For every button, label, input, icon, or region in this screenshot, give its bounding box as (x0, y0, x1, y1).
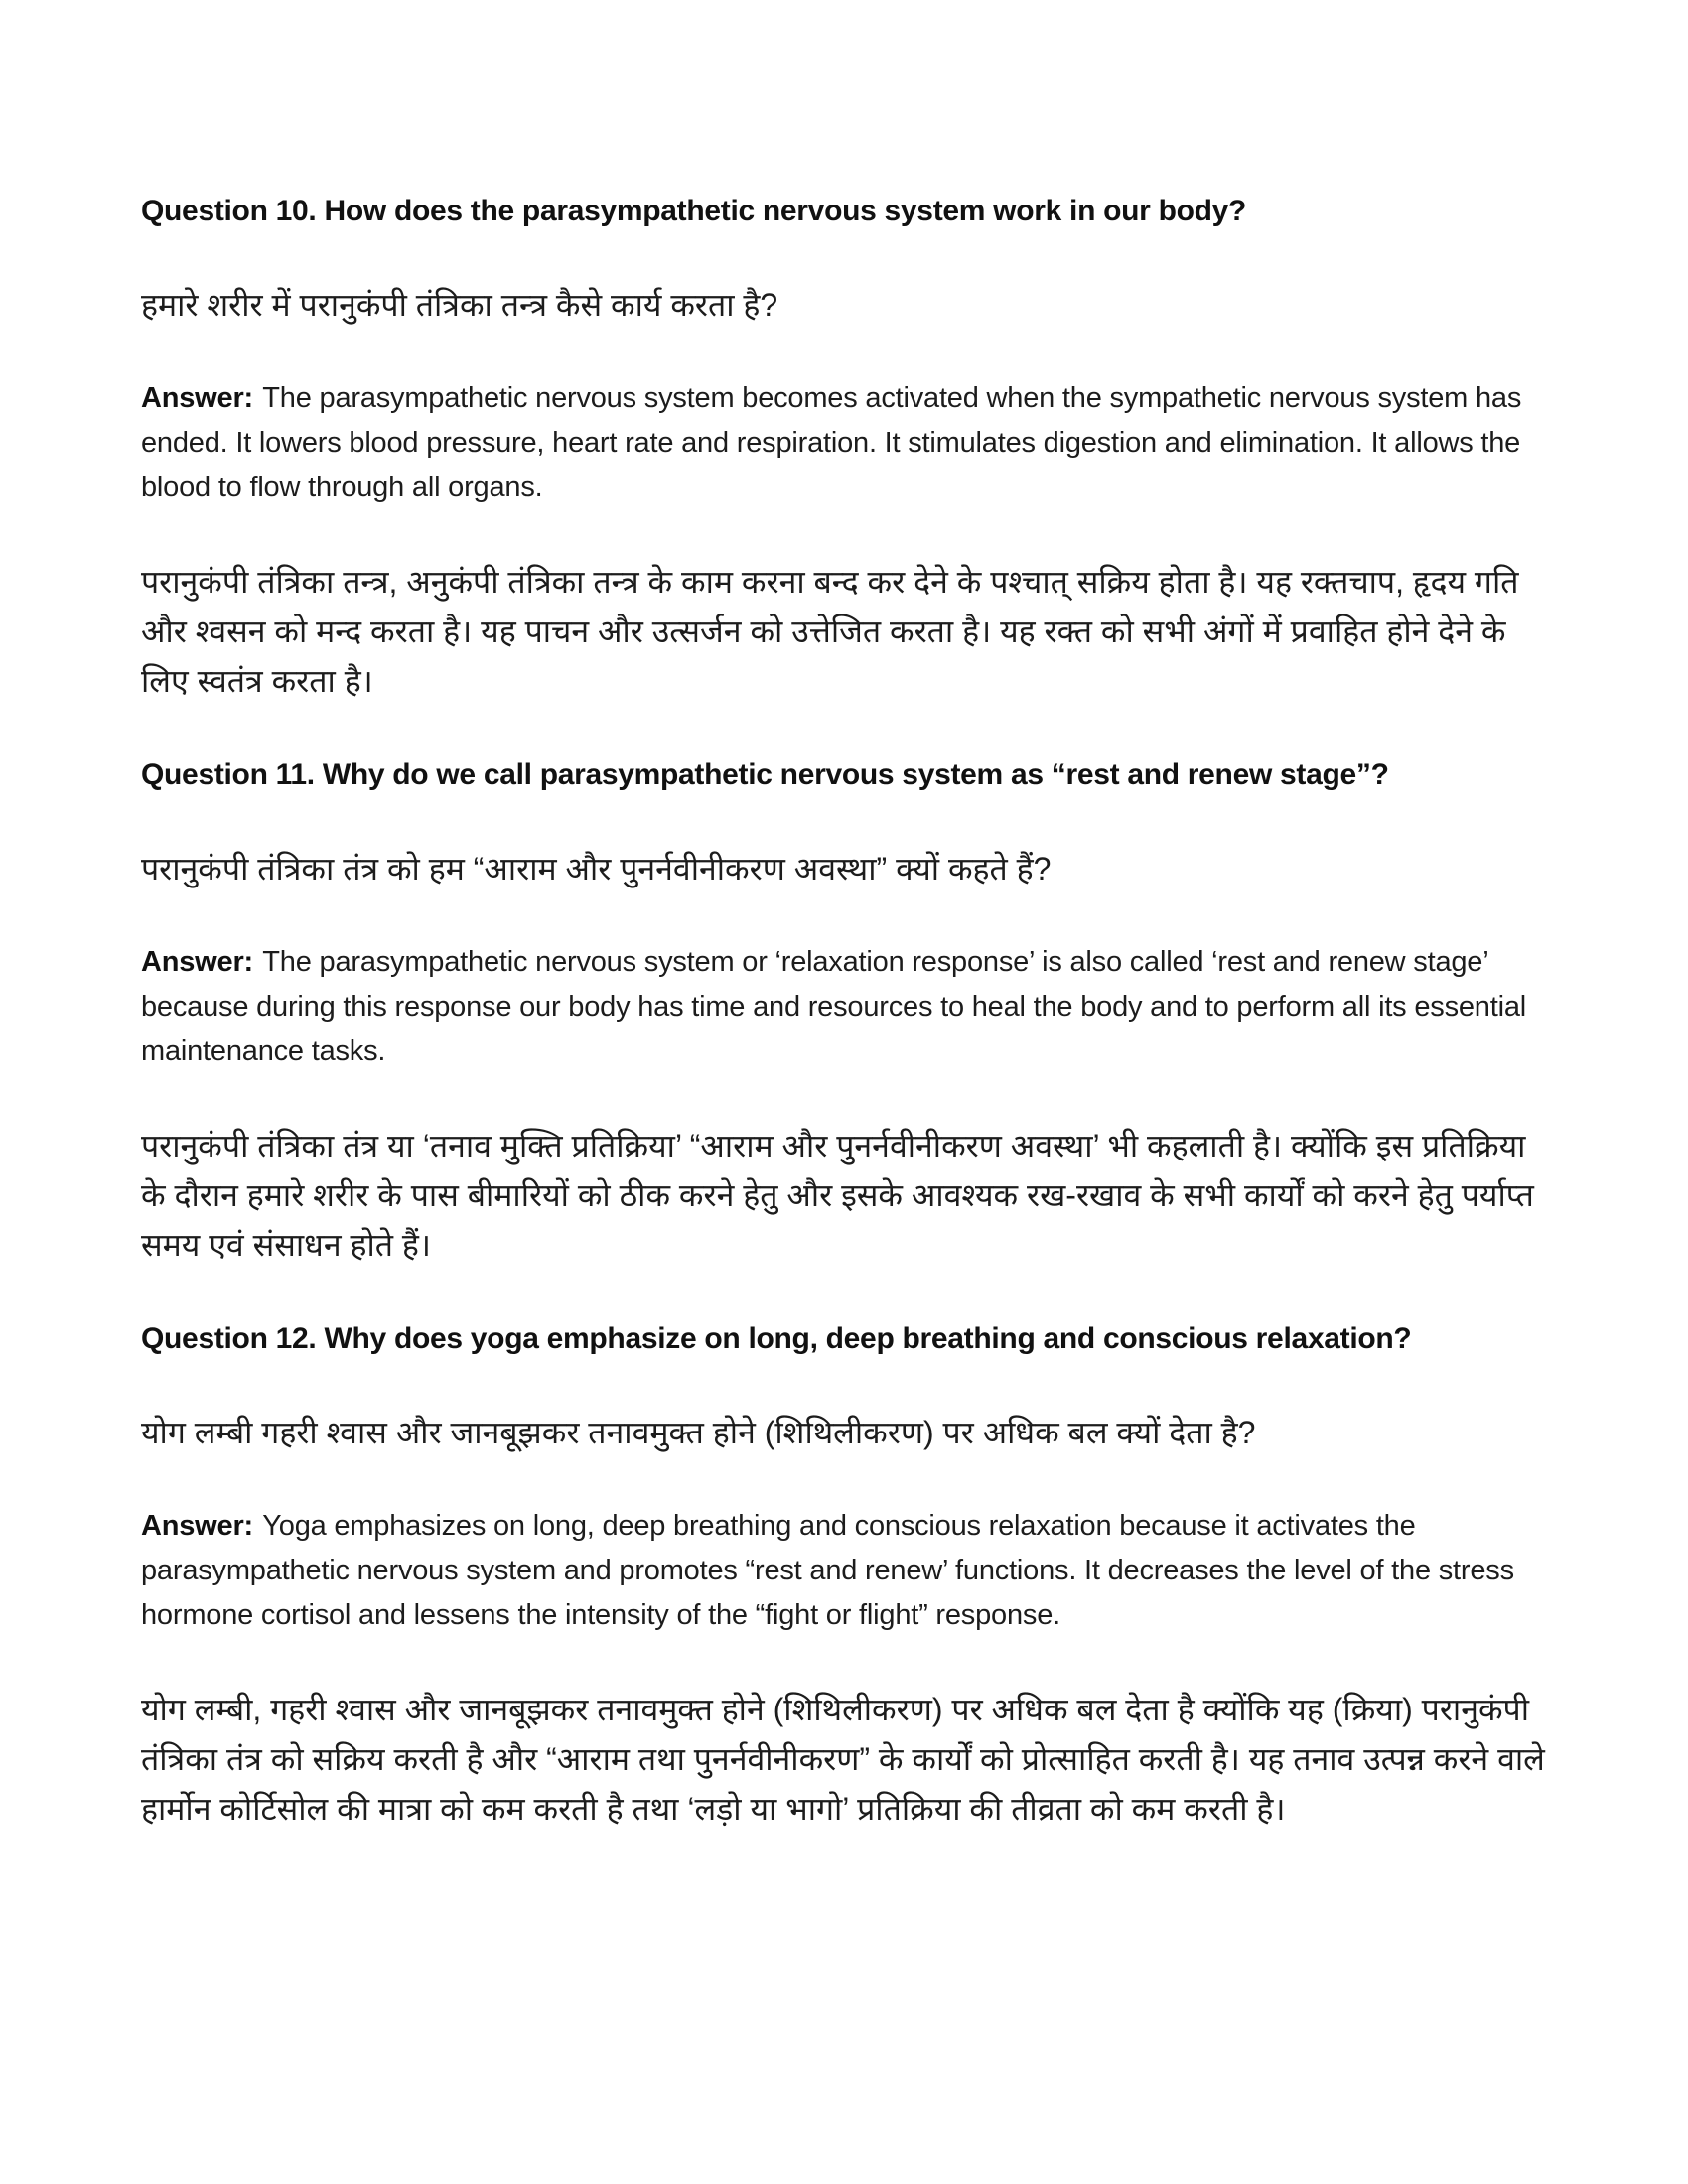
answer-10-paragraph (141, 376, 1549, 510)
question-11-hindi: परानुकंपी तंत्रिका तंत्र को हम “आराम और पुनर्नवीनीकरण अवस्था” क्यों कहते हैं? (141, 851, 1052, 887)
answer-label: Answer: (141, 1510, 254, 1542)
answer-11-hindi: परानुकंपी तंत्रिका तंत्र या ‘तनाव मुक्ति प्रतिक्रिया’ “आराम और पुनर्नवीनीकरण अवस्था’ भी कहलाती है। क्योंकि इस प्रतिक्रिया के दौरान हमारे शरीर के पास बीमारियों को ठीक करने हेतु और इसके आवश्यक रख-रखाव के सभी कार्यों को करने हेतु पर्याप्त समय एवं संसाधन होते हैं। (141, 1128, 1534, 1263)
question-12-heading: Question 12. Why does yoga emphasize on long, deep breathing and conscious relaxation? (141, 1322, 1412, 1355)
question-10-heading: Question 10. How does the parasympathetic nervous system work in our body? (141, 195, 1247, 227)
answer-11-paragraph (141, 940, 1549, 1074)
question-12-hindi: योग लम्बी गहरी श्वास और जानबूझकर तनावमुक्त होने (शिथिलीकरण) पर अधिक बल क्यों देता है? (141, 1415, 1256, 1450)
answer-12-text: Yoga emphasizes on long, deep breathing and conscious relaxation because it activates the parasympathetic nervous system and promotes “rest and renew’ functions. It decreases the level of the stress hormone cortisol and lessens the intensity of the “fight or flight” response. (141, 1510, 1514, 1631)
answer-10-hindi: परानुकंपी तंत्रिका तन्त्र, अनुकंपी तंत्रिका तन्त्र के काम करना बन्द कर देने के पश्चात् सक्रिय होता है। यह रक्तचाप, हृदय गति और श्वसन को मन्द करता है। यह पाचन और उत्सर्जन को उत्तेजित करता है। यह रक्त को सभी अंगों में प्रवाहित होने देने के लिए स्वतंत्र करता है। (141, 564, 1519, 699)
answer-label: Answer: (141, 382, 254, 414)
answer-label: Answer: (141, 946, 254, 978)
question-10-hindi: हमारे शरीर में परानुकंपी तंत्रिका तन्त्र कैसे कार्य करता है? (141, 287, 778, 323)
answer-11-text: The parasympathetic nervous system or ‘relaxation response’ is also called ‘rest and renew stage’ because during this response our body has time and resources to heal the body and to perform all its essential maintenance tasks. (141, 946, 1526, 1067)
answer-12-paragraph (141, 1504, 1549, 1638)
question-11-heading: Question 11. Why do we call parasympathetic nervous system as “rest and renew stage”? (141, 758, 1389, 791)
answer-12-hindi: योग लम्बी, गहरी श्वास और जानबूझकर तनावमुक्त होने (शिथिलीकरण) पर अधिक बल देता है क्योंकि यह (क्रिया) परानुकंपी तंत्रिका तंत्र को सक्रिय करती है और “आराम तथा पुनर्नवीनीकरण” के कार्यों को प्रोत्साहित करती है। यह तनाव उत्पन्न करने वाले हार्मोन कोर्टिसोल की मात्रा को कम करती है तथा ‘लड़ो या भागो’ प्रतिक्रिया की तीव्रता को कम करती है। (141, 1692, 1545, 1827)
answer-10-text: The parasympathetic nervous system becomes activated when the sympathetic nervous system has ended. It lowers blood pressure, heart rate and respiration. It stimulates digestion and elimination. It allows the blood to flow through all organs. (141, 382, 1522, 503)
